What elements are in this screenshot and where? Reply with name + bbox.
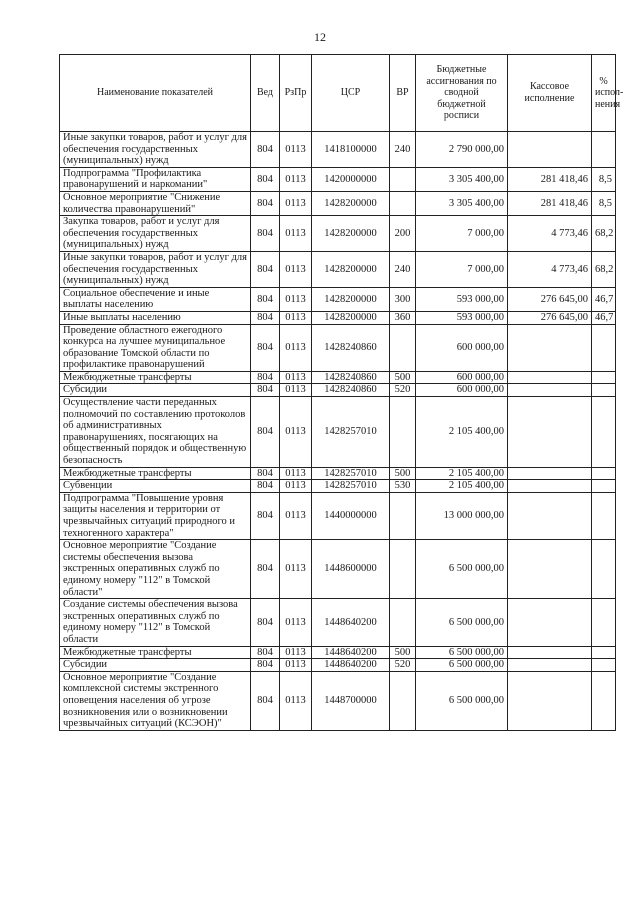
row-csr: 1418100000: [312, 132, 390, 168]
row-percent: [592, 492, 616, 539]
row-csr: 1440000000: [312, 492, 390, 539]
header-row: [60, 55, 616, 132]
row-csr: 1448640200: [312, 646, 390, 659]
row-rzpr: 0113: [280, 599, 312, 646]
row-ved: 804: [251, 540, 280, 599]
row-percent: 68,2: [592, 216, 616, 252]
row-percent: [592, 599, 616, 646]
row-ved: 804: [251, 216, 280, 252]
table-row: [60, 287, 616, 311]
row-cash: 281 418,46: [508, 191, 592, 215]
row-vr: 520: [390, 384, 416, 397]
row-ved: 804: [251, 671, 280, 730]
table-row: [60, 384, 616, 397]
row-percent: [592, 480, 616, 493]
row-name: Подпрограмма "Повышение уровня защиты населения и территории от чрезвычайных ситуаций природного и техногенного характера": [60, 492, 251, 539]
row-cash: [508, 599, 592, 646]
row-vr: [390, 599, 416, 646]
table-row: [60, 492, 616, 539]
row-ved: 804: [251, 480, 280, 493]
row-assignment: 3 305 400,00: [416, 167, 508, 191]
row-vr: 240: [390, 132, 416, 168]
row-name: Осуществление части переданных полномочий по составлению протоколов об административных правонарушениях, посягающих на общественный порядок и общественную безопасность: [60, 397, 251, 468]
row-name: Социальное обеспечение и иные выплаты населению: [60, 287, 251, 311]
row-csr: 1448600000: [312, 540, 390, 599]
row-percent: [592, 646, 616, 659]
row-assignment: 2 790 000,00: [416, 132, 508, 168]
row-rzpr: 0113: [280, 371, 312, 384]
table-row: [60, 311, 616, 324]
row-vr: 520: [390, 659, 416, 672]
row-vr: 530: [390, 480, 416, 493]
row-name: Межбюджетные трансферты: [60, 467, 251, 480]
row-assignment: 6 500 000,00: [416, 599, 508, 646]
row-ved: 804: [251, 659, 280, 672]
row-assignment: 600 000,00: [416, 371, 508, 384]
row-name: Иные закупки товаров, работ и услуг для обеспечения государственных (муниципальных) нужд: [60, 251, 251, 287]
row-csr: 1420000000: [312, 167, 390, 191]
row-csr: 1428240860: [312, 324, 390, 371]
row-ved: 804: [251, 132, 280, 168]
row-percent: [592, 397, 616, 468]
header-assignments: Бюджетные ассигнования по сводной бюджетной росписи: [416, 55, 508, 132]
row-vr: 200: [390, 216, 416, 252]
row-ved: 804: [251, 167, 280, 191]
row-assignment: 593 000,00: [416, 311, 508, 324]
row-ved: 804: [251, 646, 280, 659]
row-ved: 804: [251, 492, 280, 539]
row-csr: 1428200000: [312, 311, 390, 324]
row-csr: 1428200000: [312, 216, 390, 252]
row-csr: 1448640200: [312, 599, 390, 646]
row-csr: 1448700000: [312, 671, 390, 730]
row-percent: [592, 671, 616, 730]
table-row: [60, 467, 616, 480]
row-name: Создание системы обеспечения вызова экстренных оперативных служб по единому номеру "112" в Томской области: [60, 599, 251, 646]
row-name: Субсидии: [60, 659, 251, 672]
row-rzpr: 0113: [280, 480, 312, 493]
table-row: [60, 599, 616, 646]
row-percent: [592, 659, 616, 672]
row-cash: [508, 324, 592, 371]
table-row: [60, 540, 616, 599]
row-percent: [592, 132, 616, 168]
row-vr: 500: [390, 371, 416, 384]
table-row: [60, 671, 616, 730]
row-csr: 1428257010: [312, 467, 390, 480]
row-vr: 240: [390, 251, 416, 287]
table-row: [60, 397, 616, 468]
row-ved: 804: [251, 384, 280, 397]
row-percent: [592, 384, 616, 397]
row-assignment: 6 500 000,00: [416, 646, 508, 659]
header-name: Наименование показателей: [60, 55, 251, 132]
row-cash: [508, 671, 592, 730]
row-cash: [508, 540, 592, 599]
row-ved: 804: [251, 251, 280, 287]
row-ved: 804: [251, 467, 280, 480]
row-cash: 276 645,00: [508, 287, 592, 311]
row-vr: 500: [390, 467, 416, 480]
row-ved: 804: [251, 324, 280, 371]
row-assignment: 6 500 000,00: [416, 540, 508, 599]
row-name: Субвенции: [60, 480, 251, 493]
row-vr: [390, 191, 416, 215]
row-percent: [592, 540, 616, 599]
row-cash: [508, 384, 592, 397]
row-ved: 804: [251, 397, 280, 468]
row-name: Основное мероприятие "Снижение количества правонарушений": [60, 191, 251, 215]
table-row: [60, 167, 616, 191]
row-assignment: 2 105 400,00: [416, 467, 508, 480]
header-cash-execution: Кассовое исполнение: [508, 55, 592, 132]
row-cash: [508, 480, 592, 493]
row-rzpr: 0113: [280, 384, 312, 397]
row-assignment: 600 000,00: [416, 384, 508, 397]
row-ved: 804: [251, 311, 280, 324]
row-percent: [592, 467, 616, 480]
row-cash: [508, 646, 592, 659]
table-row: [60, 659, 616, 672]
row-rzpr: 0113: [280, 132, 312, 168]
row-csr: 1428200000: [312, 287, 390, 311]
row-rzpr: 0113: [280, 540, 312, 599]
table-row: [60, 132, 616, 168]
table-row: [60, 480, 616, 493]
row-vr: 360: [390, 311, 416, 324]
row-cash: [508, 397, 592, 468]
row-name: Иные выплаты населению: [60, 311, 251, 324]
row-cash: [508, 467, 592, 480]
budget-table: [59, 54, 624, 731]
row-ved: 804: [251, 599, 280, 646]
row-percent: 68,2: [592, 251, 616, 287]
row-percent: 46,7: [592, 311, 616, 324]
row-rzpr: 0113: [280, 287, 312, 311]
row-csr: 1448640200: [312, 659, 390, 672]
table-row: [60, 191, 616, 215]
row-name: Проведение областного ежегодного конкурса на лучшее муниципальное образование Томской области по профилактике правонарушений: [60, 324, 251, 371]
row-name: Основное мероприятие "Создание системы обеспечения вызова экстренных оперативных служб по единому номеру "112" в Томской области": [60, 540, 251, 599]
row-name: Закупка товаров, работ и услуг для обеспечения государственных (муниципальных) нужд: [60, 216, 251, 252]
row-csr: 1428240860: [312, 384, 390, 397]
row-cash: [508, 659, 592, 672]
row-ved: 804: [251, 287, 280, 311]
row-ved: 804: [251, 191, 280, 215]
row-rzpr: 0113: [280, 397, 312, 468]
row-assignment: 7 000,00: [416, 251, 508, 287]
row-csr: 1428257010: [312, 480, 390, 493]
row-assignment: 6 500 000,00: [416, 659, 508, 672]
row-assignment: 2 105 400,00: [416, 480, 508, 493]
row-csr: 1428200000: [312, 191, 390, 215]
row-rzpr: 0113: [280, 671, 312, 730]
row-csr: 1428240860: [312, 371, 390, 384]
row-assignment: 2 105 400,00: [416, 397, 508, 468]
row-name: Межбюджетные трансферты: [60, 646, 251, 659]
row-rzpr: 0113: [280, 251, 312, 287]
row-rzpr: 0113: [280, 659, 312, 672]
row-cash: [508, 371, 592, 384]
row-vr: [390, 167, 416, 191]
row-vr: [390, 397, 416, 468]
row-vr: [390, 492, 416, 539]
row-assignment: 600 000,00: [416, 324, 508, 371]
row-rzpr: 0113: [280, 324, 312, 371]
row-vr: [390, 671, 416, 730]
row-ved: 804: [251, 371, 280, 384]
row-cash: [508, 132, 592, 168]
row-rzpr: 0113: [280, 216, 312, 252]
table-row: [60, 324, 616, 371]
row-name: Основное мероприятие "Создание комплексной системы экстренного оповещения населения об угрозе возникновения или о возникновении чрезвычайных ситуаций (КСЭОН)": [60, 671, 251, 730]
row-rzpr: 0113: [280, 311, 312, 324]
table-row: [60, 646, 616, 659]
table-row: [60, 371, 616, 384]
row-rzpr: 0113: [280, 646, 312, 659]
row-assignment: 3 305 400,00: [416, 191, 508, 215]
row-percent: [592, 371, 616, 384]
row-cash: 4 773,46: [508, 251, 592, 287]
row-name: Иные закупки товаров, работ и услуг для обеспечения государственных (муниципальных) нужд: [60, 132, 251, 168]
row-rzpr: 0113: [280, 467, 312, 480]
row-rzpr: 0113: [280, 167, 312, 191]
header-csr: ЦСР: [312, 55, 390, 132]
row-cash: [508, 492, 592, 539]
table-row: [60, 251, 616, 287]
header-execution-percent: % испол-нения: [592, 55, 616, 132]
row-percent: 8,5: [592, 191, 616, 215]
row-csr: 1428257010: [312, 397, 390, 468]
row-rzpr: 0113: [280, 492, 312, 539]
row-assignment: 13 000 000,00: [416, 492, 508, 539]
row-cash: 4 773,46: [508, 216, 592, 252]
header-rzpr: РзПр: [280, 55, 312, 132]
row-vr: 300: [390, 287, 416, 311]
row-assignment: 6 500 000,00: [416, 671, 508, 730]
row-vr: [390, 540, 416, 599]
row-rzpr: 0113: [280, 191, 312, 215]
row-name: Межбюджетные трансферты: [60, 371, 251, 384]
header-vr: ВР: [390, 55, 416, 132]
row-percent: 46,7: [592, 287, 616, 311]
row-assignment: 7 000,00: [416, 216, 508, 252]
table-row: [60, 216, 616, 252]
row-percent: 8,5: [592, 167, 616, 191]
row-percent: [592, 324, 616, 371]
row-csr: 1428200000: [312, 251, 390, 287]
page-number: 12: [314, 30, 326, 44]
row-name: Подпрограмма "Профилактика правонарушений и наркомании": [60, 167, 251, 191]
row-assignment: 593 000,00: [416, 287, 508, 311]
row-cash: 281 418,46: [508, 167, 592, 191]
row-vr: 500: [390, 646, 416, 659]
header-ved: Вед: [251, 55, 280, 132]
row-cash: 276 645,00: [508, 311, 592, 324]
row-name: Субсидии: [60, 384, 251, 397]
row-vr: [390, 324, 416, 371]
